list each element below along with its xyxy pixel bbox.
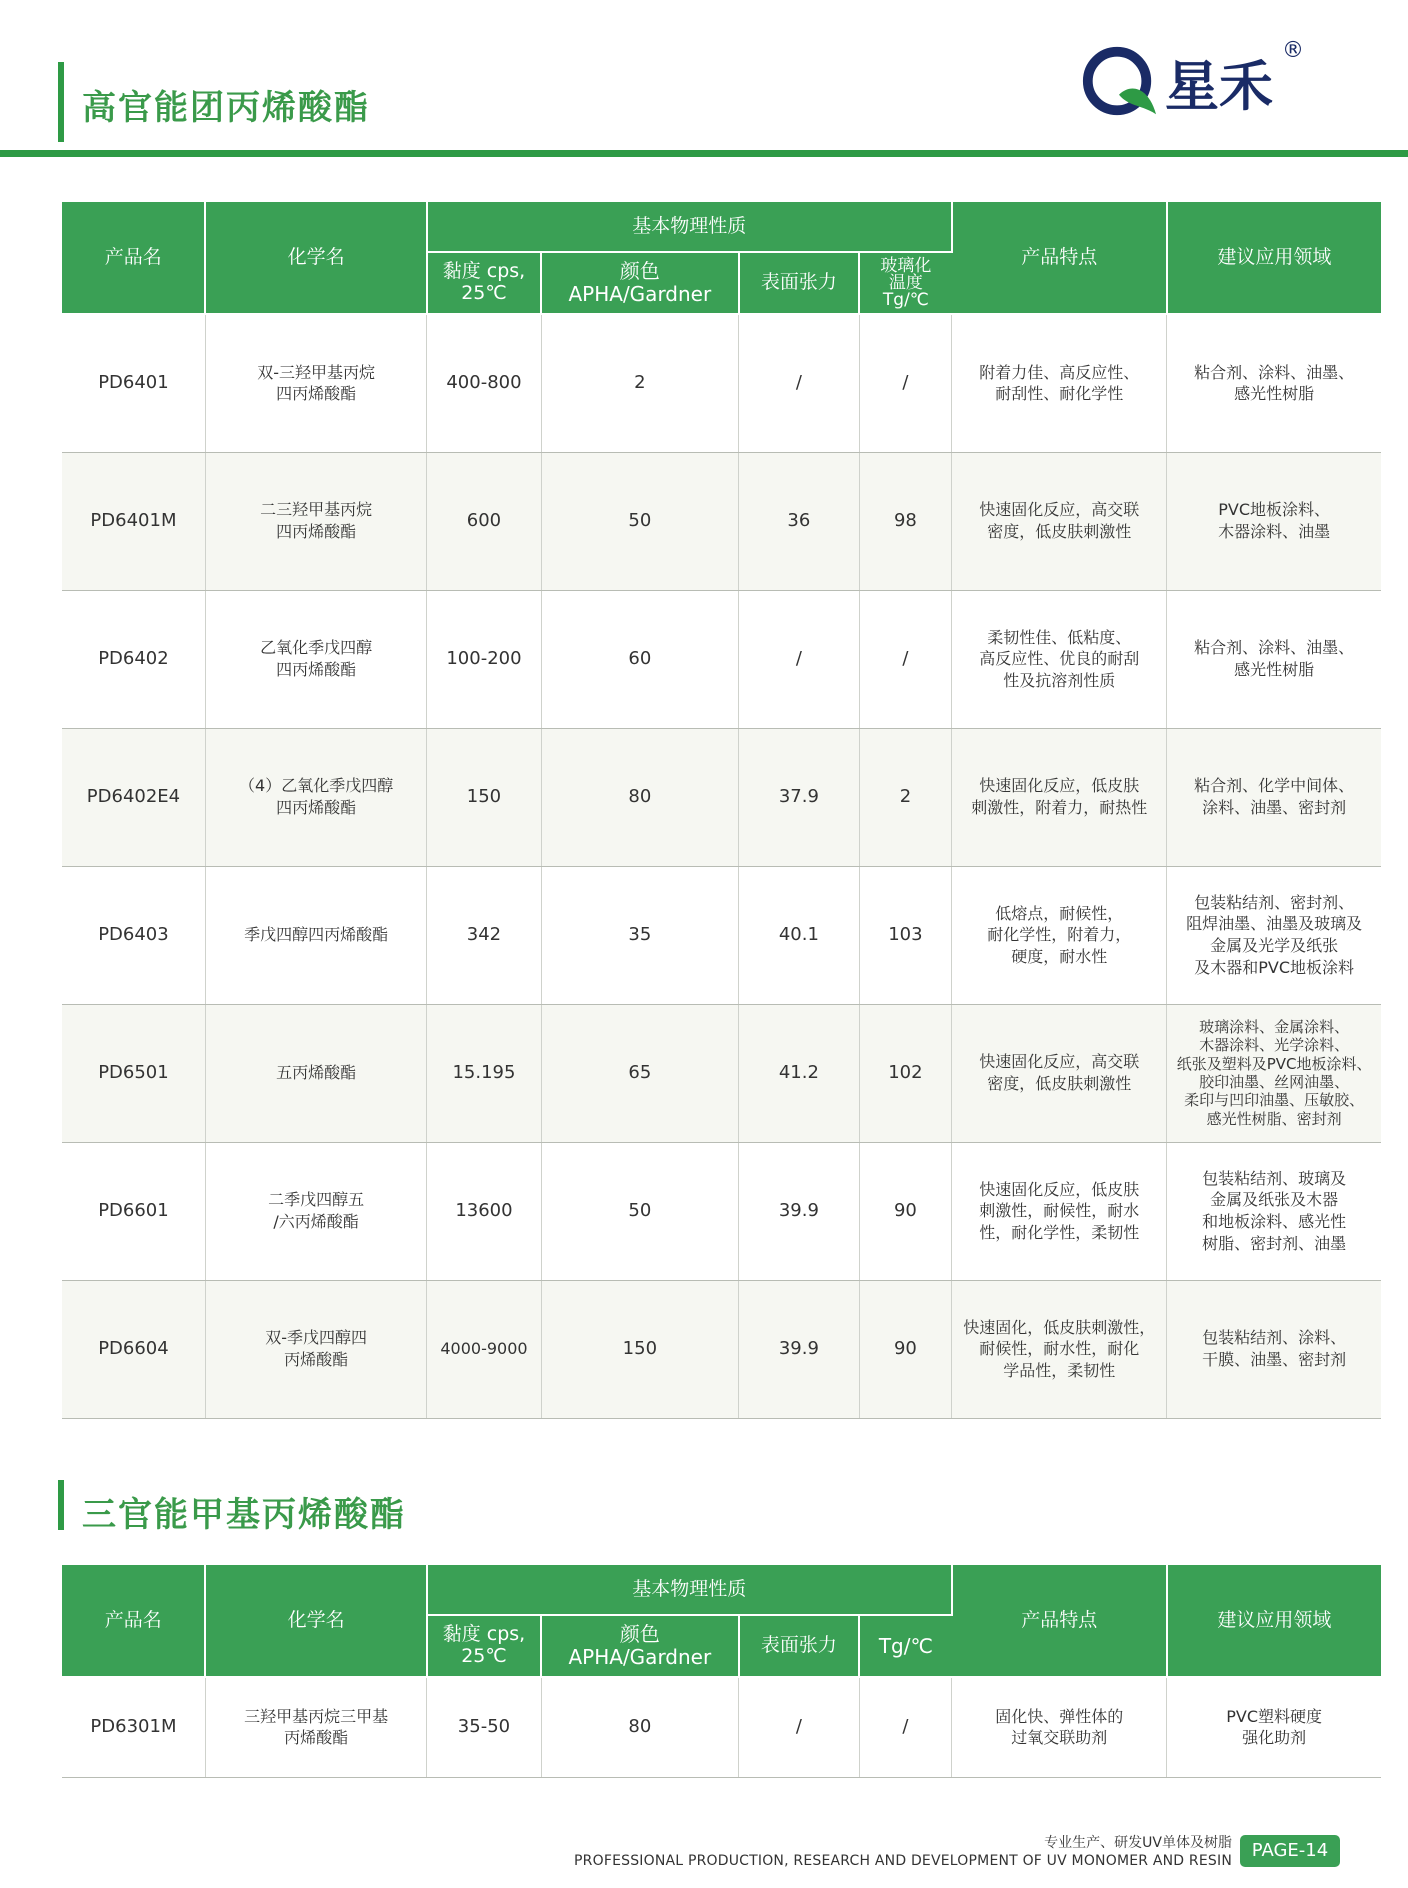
title-accent-bar (58, 62, 64, 142)
color-cell: 150 (541, 1280, 738, 1418)
tg-cell: 90 (859, 1142, 952, 1280)
product-spec-table (62, 202, 1381, 1419)
chemical-name-cell: 五丙烯酸酯 (205, 1004, 426, 1142)
product-name-cell: PD6403 (62, 866, 205, 1004)
chemical-name-cell: 乙氧化季戊四醇 四丙烯酸酯 (205, 590, 426, 728)
col-surface-tension: 表面张力 (739, 252, 860, 314)
header-divider (0, 150, 1408, 157)
surface-tension-cell: 37.9 (739, 728, 860, 866)
col-tg: 玻璃化 温度 Tg/℃ (859, 252, 952, 314)
applications-cell: 包装粘结剂、玻璃及 金属及纸张及木器 和地板涂料、感光性 树脂、密封剂、油墨 (1167, 1142, 1381, 1280)
table-row (62, 452, 1381, 590)
section2-title: 三官能甲基丙烯酸酯 (82, 1495, 406, 1535)
viscosity-cell: 100-200 (427, 590, 541, 728)
footer-slogan-cn: 专业生产、研发UV单体及树脂 (1044, 1835, 1232, 1851)
features-cell: 柔韧性佳、低粘度、 高反应性、优良的耐刮 性及抗溶剂性质 (952, 590, 1167, 728)
color-cell: 60 (541, 590, 738, 728)
chemical-name-cell: 三羟甲基丙烷三甲基 丙烯酸酯 (205, 1677, 426, 1777)
methacrylate-spec-table (62, 1565, 1381, 1778)
applications-cell: 包装粘结剂、密封剂、 阻焊油墨、油墨及玻璃及 金属及光学及纸张 及木器和PVC地板涂料 (1167, 866, 1381, 1004)
applications-cell: 粘合剂、涂料、油墨、 感光性树脂 (1167, 314, 1381, 452)
product-name-cell: PD6501 (62, 1004, 205, 1142)
applications-cell: 玻璃涂料、金属涂料、 木器涂料、光学涂料、 纸张及塑料及PVC地板涂料、 胶印油墨、丝网油墨、 柔印与凹印油墨、压敏胶、 感光性树脂、密封剂 (1167, 1004, 1381, 1142)
table-row (62, 1142, 1381, 1280)
tg-cell: 103 (859, 866, 952, 1004)
applications-cell: PVC塑料硬度 强化助剂 (1167, 1677, 1381, 1777)
color-cell: 35 (541, 866, 738, 1004)
color-cell: 80 (541, 728, 738, 866)
col-features: 产品特点 (952, 1565, 1167, 1677)
features-cell: 快速固化反应，低皮肤 刺激性，耐候性，耐水 性，耐化学性，柔韧性 (952, 1142, 1167, 1280)
table-row (62, 728, 1381, 866)
tg-cell: / (859, 1677, 952, 1777)
applications-cell: 包装粘结剂、涂料、 干膜、油墨、密封剂 (1167, 1280, 1381, 1418)
col-features: 产品特点 (952, 202, 1167, 314)
surface-tension-cell: / (739, 1677, 860, 1777)
col-group-basic: 基本物理性质 (427, 202, 952, 252)
table-row (62, 314, 1381, 452)
color-cell: 65 (541, 1004, 738, 1142)
viscosity-cell: 15.195 (427, 1004, 541, 1142)
features-cell: 快速固化反应，高交联 密度，低皮肤刺激性 (952, 1004, 1167, 1142)
features-cell: 快速固化反应，高交联 密度，低皮肤刺激性 (952, 452, 1167, 590)
product-name-cell: PD6601 (62, 1142, 205, 1280)
tg-cell: 90 (859, 1280, 952, 1418)
col-applications: 建议应用领域 (1167, 202, 1381, 314)
footer-slogan-en: PROFESSIONAL PRODUCTION, RESEARCH AND DEVELOPMENT OF UV MONOMER AND RESIN (574, 1853, 1232, 1869)
col-viscosity: 黏度 cps, 25℃ (427, 1615, 541, 1677)
tg-cell: 102 (859, 1004, 952, 1142)
chemical-name-cell: 季戊四醇四丙烯酸酯 (205, 866, 426, 1004)
table2-body (62, 1677, 1381, 1777)
viscosity-cell: 13600 (427, 1142, 541, 1280)
table-row (62, 1004, 1381, 1142)
features-cell: 附着力佳、高反应性、 耐刮性、耐化学性 (952, 314, 1167, 452)
viscosity-cell: 600 (427, 452, 541, 590)
features-cell: 低熔点，耐候性， 耐化学性，附着力， 硬度，耐水性 (952, 866, 1167, 1004)
viscosity-cell: 4000-9000 (427, 1280, 541, 1418)
surface-tension-cell: / (739, 590, 860, 728)
col-applications: 建议应用领域 (1167, 1565, 1381, 1677)
tg-cell: / (859, 590, 952, 728)
registered-mark: ® (1282, 38, 1304, 63)
surface-tension-cell: 39.9 (739, 1142, 860, 1280)
surface-tension-cell: 39.9 (739, 1280, 860, 1418)
col-tg: Tg/℃ (859, 1615, 952, 1677)
color-cell: 2 (541, 314, 738, 452)
tg-cell: 2 (859, 728, 952, 866)
table-row (62, 1280, 1381, 1418)
page-title: 高官能团丙烯酸酯 (82, 88, 370, 128)
col-color: 颜色 APHA/Gardner (541, 1615, 738, 1677)
q-logo-icon (1080, 44, 1158, 122)
color-cell: 50 (541, 1142, 738, 1280)
product-name-cell: PD6401 (62, 314, 205, 452)
col-product: 产品名 (62, 1565, 205, 1677)
brand-logo (1080, 40, 1320, 130)
table-row (62, 1677, 1381, 1777)
product-name-cell: PD6402 (62, 590, 205, 728)
col-chemical: 化学名 (205, 1565, 426, 1677)
col-chemical: 化学名 (205, 202, 426, 314)
col-product: 产品名 (62, 202, 205, 314)
color-cell: 50 (541, 452, 738, 590)
col-color: 颜色 APHA/Gardner (541, 252, 738, 314)
product-name-cell: PD6301M (62, 1677, 205, 1777)
chemical-name-cell: （4）乙氧化季戊四醇 四丙烯酸酯 (205, 728, 426, 866)
col-viscosity: 黏度 cps, 25℃ (427, 252, 541, 314)
viscosity-cell: 35-50 (427, 1677, 541, 1777)
col-group-basic: 基本物理性质 (427, 1565, 952, 1615)
section2-accent-bar (58, 1480, 64, 1530)
chemical-name-cell: 二三羟甲基丙烷 四丙烯酸酯 (205, 452, 426, 590)
table-row (62, 590, 1381, 728)
tg-cell: / (859, 314, 952, 452)
viscosity-cell: 400-800 (427, 314, 541, 452)
applications-cell: 粘合剂、涂料、油墨、 感光性树脂 (1167, 590, 1381, 728)
viscosity-cell: 150 (427, 728, 541, 866)
surface-tension-cell: 41.2 (739, 1004, 860, 1142)
chemical-name-cell: 双-季戊四醇四 丙烯酸酯 (205, 1280, 426, 1418)
table-row (62, 866, 1381, 1004)
product-name-cell: PD6604 (62, 1280, 205, 1418)
col-surface-tension: 表面张力 (739, 1615, 860, 1677)
tg-cell: 98 (859, 452, 952, 590)
brand-name: 星禾 (1165, 54, 1273, 118)
surface-tension-cell: 36 (739, 452, 860, 590)
color-cell: 80 (541, 1677, 738, 1777)
applications-cell: 粘合剂、化学中间体、 涂料、油墨、密封剂 (1167, 728, 1381, 866)
product-name-cell: PD6402E4 (62, 728, 205, 866)
features-cell: 固化快、弹性体的 过氧交联助剂 (952, 1677, 1167, 1777)
surface-tension-cell: 40.1 (739, 866, 860, 1004)
features-cell: 快速固化反应，低皮肤 刺激性，附着力，耐热性 (952, 728, 1167, 866)
viscosity-cell: 342 (427, 866, 541, 1004)
applications-cell: PVC地板涂料、 木器涂料、油墨 (1167, 452, 1381, 590)
chemical-name-cell: 二季戊四醇五 /六丙烯酸酯 (205, 1142, 426, 1280)
surface-tension-cell: / (739, 314, 860, 452)
chemical-name-cell: 双-三羟甲基丙烷 四丙烯酸酯 (205, 314, 426, 452)
product-name-cell: PD6401M (62, 452, 205, 590)
table1-body (62, 314, 1381, 1418)
features-cell: 快速固化，低皮肤刺激性， 耐候性，耐水性，耐化 学品性，柔韧性 (952, 1280, 1167, 1418)
page-number-badge: PAGE-14 (1240, 1835, 1340, 1867)
